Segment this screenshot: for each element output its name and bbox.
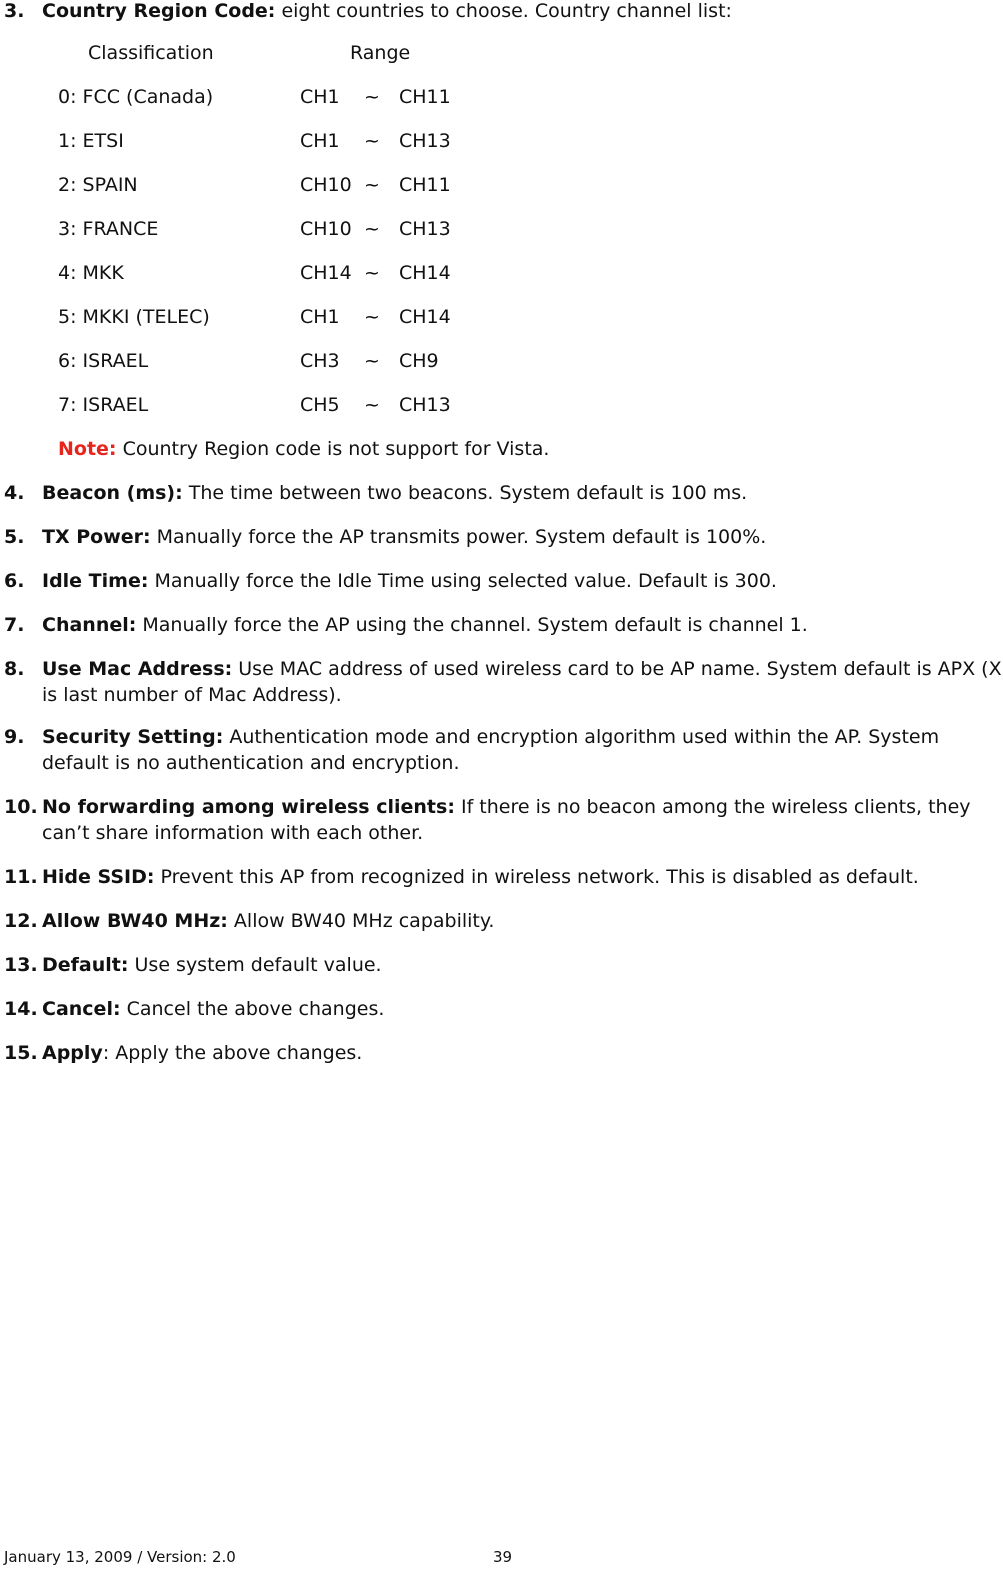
range-separator: ~: [364, 174, 380, 196]
range-from-cell: CH1: [300, 306, 340, 328]
range-from-cell: CH14: [300, 262, 352, 284]
table-row: [58, 304, 658, 330]
list-item-8: [0, 656, 1003, 708]
column-header-range: Range: [350, 42, 411, 64]
item-term: Hide SSID:: [42, 866, 155, 888]
footer-page-number: 39: [493, 1548, 513, 1566]
classification-cell: 4: MKK: [58, 262, 124, 284]
range-from-cell: CH3: [300, 350, 340, 372]
item-description: : Apply the above changes.: [102, 1042, 363, 1064]
item-description: If there is no beacon among the wireless clients, they can’t share information with each other.: [42, 796, 971, 844]
list-item-5: [0, 524, 1003, 550]
item-number: 11.: [4, 866, 38, 888]
classification-cell: 6: ISRAEL: [58, 350, 149, 372]
item-term: Beacon (ms):: [42, 482, 183, 504]
item-description: The time between two beacons. System default is 100 ms.: [182, 482, 748, 504]
range-from-cell: CH10: [300, 218, 352, 240]
list-item-3: [0, 0, 1003, 24]
item-number: 12.: [4, 910, 38, 932]
item-number: 8.: [4, 658, 25, 680]
range-to-cell: CH11: [399, 174, 451, 196]
range-from-cell: CH1: [300, 130, 340, 152]
item-description: eight countries to choose. Country channel list:: [275, 0, 732, 22]
note-label: Note:: [58, 438, 117, 460]
range-separator: ~: [364, 218, 380, 240]
note: [58, 436, 549, 462]
item-term: Apply: [42, 1042, 103, 1064]
list-item-4: [0, 480, 1003, 506]
table-row: [58, 84, 658, 110]
item-description: Manually force the Idle Time using selected value. Default is 300.: [148, 570, 777, 592]
list-item-14: [0, 996, 1003, 1022]
table-row: [58, 172, 658, 198]
item-number: 3.: [4, 0, 25, 22]
item-term: Security Setting:: [42, 726, 224, 748]
range-from-cell: CH5: [300, 394, 340, 416]
range-to-cell: CH14: [399, 262, 451, 284]
range-to-cell: CH14: [399, 306, 451, 328]
range-to-cell: CH13: [399, 218, 451, 240]
range-separator: ~: [364, 130, 380, 152]
item-description: Prevent this AP from recognized in wireless network. This is disabled as default.: [154, 866, 919, 888]
item-number: 4.: [4, 482, 25, 504]
range-to-cell: CH11: [399, 86, 451, 108]
item-description: Use MAC address of used wireless card to be AP name. System default is APX (X is last number of Mac Address).: [42, 658, 1002, 706]
classification-cell: 3: FRANCE: [58, 218, 159, 240]
item-description: Cancel the above changes.: [120, 998, 385, 1020]
item-number: 7.: [4, 614, 25, 636]
range-to-cell: CH9: [399, 350, 439, 372]
table-row: [58, 392, 658, 418]
item-number: 15.: [4, 1042, 38, 1064]
item-term: Default:: [42, 954, 129, 976]
list-item-12: [0, 908, 1003, 934]
range-to-cell: CH13: [399, 394, 451, 416]
classification-cell: 7: ISRAEL: [58, 394, 149, 416]
footer-date-version: January 13, 2009 / Version: 2.0: [4, 1548, 236, 1566]
list-item-6: [0, 568, 1003, 594]
range-separator: ~: [364, 306, 380, 328]
classification-cell: 2: SPAIN: [58, 174, 138, 196]
table-row: [58, 128, 658, 154]
item-number: 5.: [4, 526, 25, 548]
classification-cell: 5: MKKI (TELEC): [58, 306, 210, 328]
item-term: Channel:: [42, 614, 137, 636]
item-term: Allow BW40 MHz:: [42, 910, 228, 932]
item-description: Allow BW40 MHz capability.: [227, 910, 495, 932]
item-number: 14.: [4, 998, 38, 1020]
item-number: 13.: [4, 954, 38, 976]
range-from-cell: CH10: [300, 174, 352, 196]
range-from-cell: CH1: [300, 86, 340, 108]
item-term: Cancel:: [42, 998, 121, 1020]
list-item-10: [0, 794, 1003, 846]
item-term: TX Power:: [42, 526, 151, 548]
item-description: Use system default value.: [128, 954, 382, 976]
table-row: [58, 348, 658, 374]
list-item-11: [0, 864, 1003, 890]
item-term: Country Region Code:: [42, 0, 276, 22]
classification-cell: 0: FCC (Canada): [58, 86, 214, 108]
table-row: [58, 216, 658, 242]
column-header-classification: Classification: [88, 42, 214, 64]
item-description: Authentication mode and encryption algorithm used within the AP. System default is no authentication and encryption.: [42, 726, 940, 774]
range-separator: ~: [364, 350, 380, 372]
range-separator: ~: [364, 86, 380, 108]
range-to-cell: CH13: [399, 130, 451, 152]
table-row: [58, 260, 658, 286]
item-number: 6.: [4, 570, 25, 592]
item-term: No forwarding among wireless clients:: [42, 796, 455, 818]
list-item-7: [0, 612, 1003, 638]
item-number: 9.: [4, 726, 25, 748]
classification-cell: 1: ETSI: [58, 130, 124, 152]
list-item-9: [0, 724, 1003, 776]
item-description: Manually force the AP using the channel. System default is channel 1.: [136, 614, 808, 636]
list-item-15: [0, 1040, 1003, 1066]
range-separator: ~: [364, 394, 380, 416]
note-text: Country Region code is not support for Vista.: [116, 438, 550, 460]
range-separator: ~: [364, 262, 380, 284]
item-description: Manually force the AP transmits power. System default is 100%.: [150, 526, 767, 548]
item-number: 10.: [4, 796, 38, 818]
list-item-13: [0, 952, 1003, 978]
item-term: Idle Time:: [42, 570, 149, 592]
item-term: Use Mac Address:: [42, 658, 233, 680]
